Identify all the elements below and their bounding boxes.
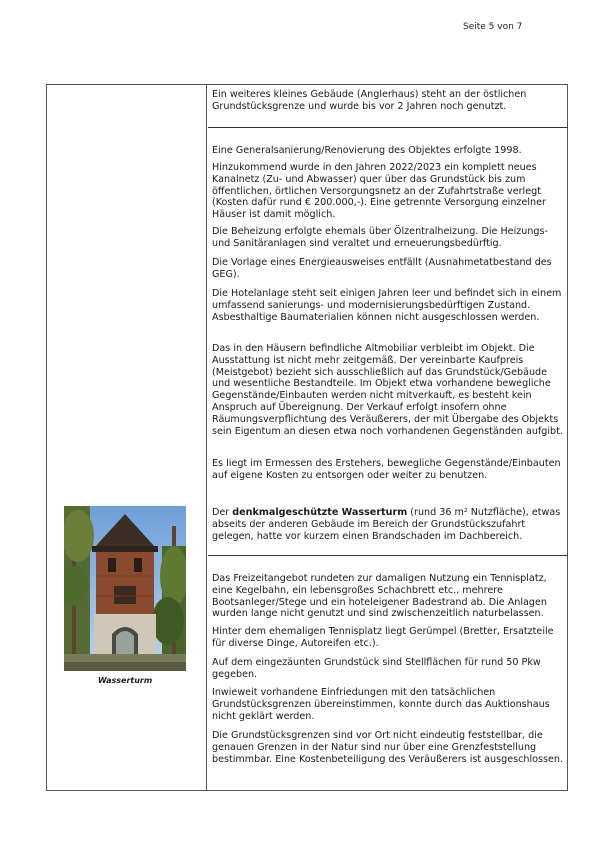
paragraph-boundaries: Die Grundstücksgrenzen sind vor Ort nicht eindeutig feststellbar, die genauen Grenzen in der Natur sind nur über eine Grenzfeststellung bestimmbar. Eine Kostenbeteiligung des Veräußerers ist ausgeschlossen. — [212, 730, 564, 765]
paragraph-energy: Die Vorlage eines Energieausweises entfällt (Ausnahmetatbestand des GEG). — [212, 257, 552, 280]
paragraph-renovation: Eine Generalsanierung/Renovierung des Objektes erfolgte 1998. — [212, 145, 522, 156]
column-divider — [206, 84, 207, 791]
paragraph-leisure: Das Freizeitangebot rundeten zur damaligen Nutzung ein Tennisplatz, eine Kegelbahn, ein lebensgroßes Schachbrett etc., mehrere Bootsanleger/Stege und ein hoteleigener Badestrand ab. Die Anlagen wurden lange nicht genutzt und sind zwischenzeitlich naturbelassen. — [212, 573, 547, 620]
paragraph-anglerhaus: Ein weiteres kleines Gebäude (Anglerhaus) steht an der östlichen Grundstücksgrenze und wurde bis vor 2 Jahren noch genutzt. — [212, 89, 527, 112]
bold-text: denkmalgeschützte Wasserturm — [232, 507, 408, 518]
paragraph-furniture: Das in den Häusern befindliche Altmobiliar verbleibt im Objekt. Die Ausstattung ist nicht mehr zeitgemäß. Der vereinbarte Kaufpreis (Meistgebot) bezieht sich ausschließlich auf das Grundstück/Gebäude und wesentliche Bestandteile. Im Objekt etwa vorhandene bewegliche Gegenstände/Einbauten werden nicht mitverkauft, es besteht kein Anspruch auf Übereignung. Der Verkauf erfolgt insofern ohne Räumungsverpflichtung des Veräußerers, der mit Übergabe des Objekts sein Eigentum an diesen etwa noch vorhandenen Gegenständen aufgibt. — [212, 343, 563, 437]
paragraph-fencing: Inwieweit vorhandene Einfriedungen mit den tatsächlichen Grundstücksgrenzen übereinstimmen, konnte durch das Auktionshaus nicht geklärt werden. — [212, 687, 550, 722]
paragraph-water-tower — [212, 507, 568, 542]
paragraph-kanalnetz: Hinzukommend wurde in den Jahren 2022/2023 ein komplett neues Kanalnetz (Zu- und Abwasser) quer über das Grundstück bis zum öffentlichen, örtlichen Versorgungsnetz an der Zufahrtstraße verlegt (Kosten dafür rund € 200.000,-). Eine getrennte Versorgung einzelner Häuser ist damit möglich. — [212, 162, 546, 221]
text-run: (rund 36 m² Nutzfläche), etwas abseits der anderen Gebäude im Bereich der Grundstückszufahrt gelegen, hatte vor kurzem einen Brandschaden im Dachbereich. — [212, 507, 561, 542]
paragraph-disposal: Es liegt im Ermessen des Erstehers, bewegliche Gegenstände/Einbauten auf eigene Kosten zu entsorgen oder weiter zu benutzen. — [212, 458, 561, 481]
text-run: Der — [212, 507, 233, 518]
photo-caption: Wasserturm — [97, 676, 153, 685]
section-divider — [208, 555, 568, 556]
paragraph-parking: Auf dem eingezäunten Grundstück sind Stellflächen für rund 50 Pkw gegeben. — [212, 657, 541, 680]
section-divider — [208, 127, 568, 128]
paragraph-hotel-condition: Die Hotelanlage steht seit einigen Jahren leer und befindet sich in einem umfassend sanierungs- und modernisierungsbedürftigen Zustand. Asbesthaltige Baumaterialien können nicht ausgeschlossen werden. — [212, 288, 562, 323]
paragraph-heating: Die Beheizung erfolgte ehemals über Ölzentralheizung. Die Heizungs- und Sanitäranlagen sind veraltet und erneuerungsbedürftig. — [212, 226, 548, 249]
water-tower-photo — [64, 506, 186, 671]
paragraph-junk: Hinter dem ehemaligen Tennisplatz liegt Gerümpel (Bretter, Ersatzteile für diverse Dinge, Autoreifen etc.). — [212, 626, 554, 649]
page-number: Seite 5 von 7 — [463, 22, 523, 32]
